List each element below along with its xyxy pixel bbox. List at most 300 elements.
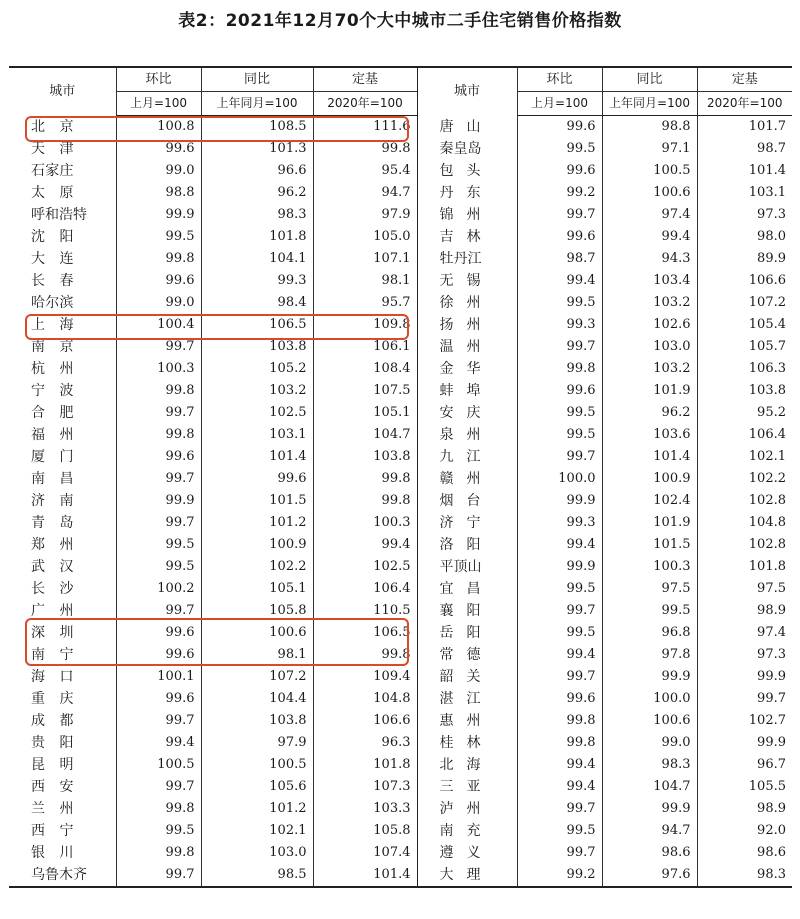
base-cell: 105.7 bbox=[697, 336, 792, 358]
yoy-cell: 94.7 bbox=[602, 820, 697, 842]
table-row bbox=[9, 468, 792, 490]
city-cell: 天津 bbox=[31, 141, 74, 157]
city-cell: 北海 bbox=[417, 754, 517, 776]
table-row bbox=[9, 798, 792, 820]
base-cell: 110.5 bbox=[313, 600, 417, 622]
base-cell: 101.8 bbox=[313, 754, 417, 776]
city-cell: 温州 bbox=[417, 336, 517, 358]
mom-cell: 99.6 bbox=[116, 622, 201, 644]
city-cell: 北京 bbox=[31, 118, 74, 135]
mom-cell: 100.1 bbox=[116, 666, 201, 688]
yoy-cell: 103.0 bbox=[602, 336, 697, 358]
yoy-cell: 96.2 bbox=[201, 182, 313, 204]
mom-cell: 99.7 bbox=[116, 864, 201, 887]
mom-cell: 99.5 bbox=[517, 820, 602, 842]
mom-cell: 99.7 bbox=[517, 204, 602, 226]
table-row bbox=[9, 446, 792, 468]
yoy-cell: 101.5 bbox=[201, 490, 313, 512]
table-row bbox=[9, 358, 792, 380]
yoy-cell: 103.6 bbox=[602, 424, 697, 446]
base-cell: 106.4 bbox=[697, 424, 792, 446]
mom-cell: 99.4 bbox=[517, 270, 602, 292]
yoy-cell: 96.8 bbox=[602, 622, 697, 644]
base-cell: 100.3 bbox=[313, 512, 417, 534]
mom-cell: 99.2 bbox=[517, 864, 602, 887]
yoy-cell: 94.3 bbox=[602, 248, 697, 270]
subheader-yoy-left: 上年同月=100 bbox=[201, 92, 313, 116]
mom-cell: 99.7 bbox=[517, 336, 602, 358]
base-cell: 97.5 bbox=[697, 578, 792, 600]
base-cell: 102.1 bbox=[697, 446, 792, 468]
city-cell: 宁波 bbox=[31, 383, 74, 399]
header-city-right: 城市 bbox=[417, 67, 517, 116]
city-cell: 襄阳 bbox=[417, 600, 517, 622]
yoy-cell: 102.1 bbox=[201, 820, 313, 842]
base-cell: 105.0 bbox=[313, 226, 417, 248]
city-cell: 岳阳 bbox=[417, 622, 517, 644]
mom-cell: 99.0 bbox=[116, 160, 201, 182]
city-cell: 牡丹江 bbox=[417, 248, 517, 270]
yoy-cell: 98.1 bbox=[201, 644, 313, 666]
yoy-cell: 97.5 bbox=[602, 578, 697, 600]
mom-cell: 99.0 bbox=[116, 292, 201, 314]
subheader-mom-left: 上月=100 bbox=[116, 92, 201, 116]
yoy-cell: 99.9 bbox=[602, 666, 697, 688]
city-cell: 昆明 bbox=[31, 757, 74, 773]
yoy-cell: 97.4 bbox=[602, 204, 697, 226]
city-cell: 湛江 bbox=[417, 688, 517, 710]
base-cell: 97.9 bbox=[313, 204, 417, 226]
table-row bbox=[9, 424, 792, 446]
mom-cell: 99.5 bbox=[116, 556, 201, 578]
base-cell: 97.3 bbox=[697, 644, 792, 666]
yoy-cell: 101.4 bbox=[602, 446, 697, 468]
mom-cell: 100.2 bbox=[116, 578, 201, 600]
city-cell: 南充 bbox=[417, 820, 517, 842]
base-cell: 99.4 bbox=[313, 534, 417, 556]
base-cell: 103.8 bbox=[313, 446, 417, 468]
table-row bbox=[9, 248, 792, 270]
yoy-cell: 103.2 bbox=[602, 292, 697, 314]
base-cell: 106.5 bbox=[313, 622, 417, 644]
city-cell: 长春 bbox=[31, 273, 74, 289]
base-cell: 104.7 bbox=[313, 424, 417, 446]
city-cell: 石家庄 bbox=[31, 163, 74, 179]
city-cell: 桂林 bbox=[417, 732, 517, 754]
table-row bbox=[9, 490, 792, 512]
base-cell: 104.8 bbox=[697, 512, 792, 534]
mom-cell: 99.8 bbox=[517, 732, 602, 754]
base-cell: 106.3 bbox=[697, 358, 792, 380]
city-cell: 泸州 bbox=[417, 798, 517, 820]
yoy-cell: 99.0 bbox=[602, 732, 697, 754]
base-cell: 99.9 bbox=[697, 666, 792, 688]
base-cell: 95.2 bbox=[697, 402, 792, 424]
mom-cell: 99.4 bbox=[517, 754, 602, 776]
base-cell: 103.1 bbox=[697, 182, 792, 204]
yoy-cell: 103.0 bbox=[201, 842, 313, 864]
table-row bbox=[9, 556, 792, 578]
base-cell: 98.6 bbox=[697, 842, 792, 864]
yoy-cell: 105.6 bbox=[201, 776, 313, 798]
table-row bbox=[9, 864, 792, 887]
table-row bbox=[9, 512, 792, 534]
table-row bbox=[9, 622, 792, 644]
base-cell: 105.1 bbox=[313, 402, 417, 424]
yoy-cell: 103.8 bbox=[201, 710, 313, 732]
header-base-right: 定基 bbox=[697, 67, 792, 92]
city-cell: 赣州 bbox=[417, 468, 517, 490]
city-cell: 九江 bbox=[417, 446, 517, 468]
city-cell: 丹东 bbox=[417, 182, 517, 204]
city-cell: 秦皇岛 bbox=[417, 138, 517, 160]
yoy-cell: 102.6 bbox=[602, 314, 697, 336]
yoy-cell: 100.5 bbox=[602, 160, 697, 182]
yoy-cell: 100.6 bbox=[602, 710, 697, 732]
mom-cell: 99.5 bbox=[517, 402, 602, 424]
mom-cell: 99.4 bbox=[517, 644, 602, 666]
mom-cell: 99.3 bbox=[517, 512, 602, 534]
base-cell: 101.4 bbox=[313, 864, 417, 887]
table-row bbox=[9, 116, 792, 139]
city-cell: 福州 bbox=[31, 427, 74, 443]
base-cell: 95.4 bbox=[313, 160, 417, 182]
city-cell: 金华 bbox=[417, 358, 517, 380]
table-row bbox=[9, 292, 792, 314]
base-cell: 104.8 bbox=[313, 688, 417, 710]
base-cell: 94.7 bbox=[313, 182, 417, 204]
mom-cell: 99.7 bbox=[116, 710, 201, 732]
yoy-cell: 102.5 bbox=[201, 402, 313, 424]
mom-cell: 99.9 bbox=[116, 490, 201, 512]
mom-cell: 98.7 bbox=[517, 248, 602, 270]
base-cell: 103.8 bbox=[697, 380, 792, 402]
city-cell: 厦门 bbox=[31, 449, 74, 465]
table-row bbox=[9, 270, 792, 292]
price-index-table bbox=[9, 66, 792, 888]
yoy-cell: 100.6 bbox=[602, 182, 697, 204]
base-cell: 95.7 bbox=[313, 292, 417, 314]
city-cell: 锦州 bbox=[417, 204, 517, 226]
subheader-yoy-right: 上年同月=100 bbox=[602, 92, 697, 116]
base-cell: 101.8 bbox=[697, 556, 792, 578]
yoy-cell: 103.4 bbox=[602, 270, 697, 292]
city-cell: 沈阳 bbox=[31, 229, 74, 245]
yoy-cell: 97.8 bbox=[602, 644, 697, 666]
table-row bbox=[9, 402, 792, 424]
page-title: 表2：2021年12月70个大中城市二手住宅销售价格指数 bbox=[178, 11, 622, 31]
city-cell: 徐州 bbox=[417, 292, 517, 314]
subheader-row bbox=[9, 92, 792, 116]
mom-cell: 99.5 bbox=[116, 534, 201, 556]
base-cell: 108.4 bbox=[313, 358, 417, 380]
table-row bbox=[9, 204, 792, 226]
city-cell: 郑州 bbox=[31, 537, 74, 553]
yoy-cell: 98.3 bbox=[602, 754, 697, 776]
mom-cell: 99.7 bbox=[116, 512, 201, 534]
yoy-cell: 100.9 bbox=[602, 468, 697, 490]
yoy-cell: 101.9 bbox=[602, 380, 697, 402]
mom-cell: 99.8 bbox=[116, 842, 201, 864]
yoy-cell: 100.3 bbox=[602, 556, 697, 578]
city-cell: 安庆 bbox=[417, 402, 517, 424]
mom-cell: 100.3 bbox=[116, 358, 201, 380]
mom-cell: 99.6 bbox=[517, 380, 602, 402]
header-base-left: 定基 bbox=[313, 67, 417, 92]
yoy-cell: 99.5 bbox=[602, 600, 697, 622]
table-row bbox=[9, 160, 792, 182]
mom-cell: 99.7 bbox=[517, 842, 602, 864]
city-cell: 包头 bbox=[417, 160, 517, 182]
city-cell: 青岛 bbox=[31, 515, 74, 531]
base-cell: 98.0 bbox=[697, 226, 792, 248]
mom-cell: 99.8 bbox=[116, 380, 201, 402]
yoy-cell: 96.6 bbox=[201, 160, 313, 182]
mom-cell: 99.2 bbox=[517, 182, 602, 204]
yoy-cell: 96.2 bbox=[602, 402, 697, 424]
mom-cell: 99.3 bbox=[517, 314, 602, 336]
base-cell: 96.7 bbox=[697, 754, 792, 776]
city-cell: 广州 bbox=[31, 603, 74, 619]
mom-cell: 99.6 bbox=[116, 270, 201, 292]
mom-cell: 100.5 bbox=[116, 754, 201, 776]
mom-cell: 99.5 bbox=[517, 138, 602, 160]
yoy-cell: 98.4 bbox=[201, 292, 313, 314]
city-cell: 呼和浩特 bbox=[31, 207, 87, 223]
base-cell: 106.6 bbox=[313, 710, 417, 732]
base-cell: 97.4 bbox=[697, 622, 792, 644]
base-cell: 98.3 bbox=[697, 864, 792, 887]
city-cell: 吉林 bbox=[417, 226, 517, 248]
mom-cell: 99.7 bbox=[116, 600, 201, 622]
mom-cell: 99.9 bbox=[517, 556, 602, 578]
yoy-cell: 102.4 bbox=[602, 490, 697, 512]
subheader-base-right: 2020年=100 bbox=[697, 92, 792, 116]
city-cell: 常德 bbox=[417, 644, 517, 666]
mom-cell: 99.6 bbox=[517, 226, 602, 248]
header-city-left: 城市 bbox=[9, 67, 116, 116]
mom-cell: 99.6 bbox=[116, 138, 201, 160]
base-cell: 109.8 bbox=[313, 314, 417, 336]
city-cell: 乌鲁木齐 bbox=[9, 864, 116, 887]
table-row bbox=[9, 666, 792, 688]
base-cell: 99.8 bbox=[313, 644, 417, 666]
yoy-cell: 103.8 bbox=[201, 336, 313, 358]
yoy-cell: 101.4 bbox=[201, 446, 313, 468]
base-cell: 107.4 bbox=[313, 842, 417, 864]
mom-cell: 99.4 bbox=[517, 534, 602, 556]
yoy-cell: 99.9 bbox=[602, 798, 697, 820]
yoy-cell: 101.2 bbox=[201, 798, 313, 820]
mom-cell: 99.5 bbox=[517, 622, 602, 644]
yoy-cell: 107.2 bbox=[201, 666, 313, 688]
yoy-cell: 108.5 bbox=[201, 116, 313, 139]
base-cell: 106.4 bbox=[313, 578, 417, 600]
table-body bbox=[9, 116, 792, 888]
yoy-cell: 101.9 bbox=[602, 512, 697, 534]
base-cell: 109.4 bbox=[313, 666, 417, 688]
mom-cell: 99.4 bbox=[116, 732, 201, 754]
header-mom-right: 环比 bbox=[517, 67, 602, 92]
city-cell: 济南 bbox=[31, 493, 74, 509]
yoy-cell: 101.3 bbox=[201, 138, 313, 160]
yoy-cell: 104.7 bbox=[602, 776, 697, 798]
city-cell: 泉州 bbox=[417, 424, 517, 446]
city-cell: 西安 bbox=[31, 779, 74, 795]
base-cell: 99.8 bbox=[313, 468, 417, 490]
table-row bbox=[9, 820, 792, 842]
base-cell: 105.8 bbox=[313, 820, 417, 842]
yoy-cell: 100.5 bbox=[201, 754, 313, 776]
table-row bbox=[9, 710, 792, 732]
yoy-cell: 98.3 bbox=[201, 204, 313, 226]
base-cell: 102.8 bbox=[697, 490, 792, 512]
yoy-cell: 100.6 bbox=[201, 622, 313, 644]
mom-cell: 99.6 bbox=[116, 446, 201, 468]
yoy-cell: 102.2 bbox=[201, 556, 313, 578]
table-row bbox=[9, 578, 792, 600]
city-cell: 南宁 bbox=[31, 647, 74, 663]
city-cell: 成都 bbox=[31, 713, 74, 729]
city-cell: 深圳 bbox=[31, 625, 74, 641]
yoy-cell: 98.8 bbox=[602, 116, 697, 139]
city-cell: 唐山 bbox=[417, 116, 517, 139]
mom-cell: 99.6 bbox=[517, 688, 602, 710]
mom-cell: 99.8 bbox=[517, 358, 602, 380]
table-row bbox=[9, 732, 792, 754]
base-cell: 98.9 bbox=[697, 600, 792, 622]
base-cell: 89.9 bbox=[697, 248, 792, 270]
base-cell: 111.6 bbox=[313, 116, 417, 139]
city-cell: 武汉 bbox=[31, 559, 74, 575]
mom-cell: 99.6 bbox=[116, 688, 201, 710]
subheader-base-left: 2020年=100 bbox=[313, 92, 417, 116]
base-cell: 107.3 bbox=[313, 776, 417, 798]
city-cell: 无锡 bbox=[417, 270, 517, 292]
mom-cell: 99.5 bbox=[517, 292, 602, 314]
mom-cell: 100.4 bbox=[116, 314, 201, 336]
city-cell: 大连 bbox=[31, 251, 74, 267]
mom-cell: 99.7 bbox=[116, 468, 201, 490]
base-cell: 98.1 bbox=[313, 270, 417, 292]
yoy-cell: 101.8 bbox=[201, 226, 313, 248]
yoy-cell: 97.1 bbox=[602, 138, 697, 160]
yoy-cell: 99.4 bbox=[602, 226, 697, 248]
city-cell: 海口 bbox=[31, 669, 74, 685]
yoy-cell: 101.5 bbox=[602, 534, 697, 556]
header-yoy-left: 同比 bbox=[201, 67, 313, 92]
city-cell: 惠州 bbox=[417, 710, 517, 732]
yoy-cell: 97.9 bbox=[201, 732, 313, 754]
city-cell: 杭州 bbox=[31, 361, 74, 377]
yoy-cell: 106.5 bbox=[201, 314, 313, 336]
city-cell: 太原 bbox=[31, 185, 74, 201]
subheader-mom-right: 上月=100 bbox=[517, 92, 602, 116]
base-cell: 98.7 bbox=[697, 138, 792, 160]
base-cell: 102.2 bbox=[697, 468, 792, 490]
yoy-cell: 104.1 bbox=[201, 248, 313, 270]
table-row bbox=[9, 336, 792, 358]
mom-cell: 99.6 bbox=[517, 116, 602, 139]
table-row bbox=[9, 644, 792, 666]
header-mom-left: 环比 bbox=[116, 67, 201, 92]
city-cell: 南京 bbox=[31, 339, 74, 355]
mom-cell: 99.5 bbox=[116, 226, 201, 248]
mom-cell: 99.6 bbox=[517, 160, 602, 182]
table-row bbox=[9, 600, 792, 622]
city-cell: 平顶山 bbox=[417, 556, 517, 578]
yoy-cell: 99.3 bbox=[201, 270, 313, 292]
base-cell: 103.3 bbox=[313, 798, 417, 820]
yoy-cell: 100.9 bbox=[201, 534, 313, 556]
mom-cell: 99.4 bbox=[517, 776, 602, 798]
city-cell: 济宁 bbox=[417, 512, 517, 534]
base-cell: 92.0 bbox=[697, 820, 792, 842]
base-cell: 99.8 bbox=[313, 138, 417, 160]
table-row bbox=[9, 842, 792, 864]
city-cell: 三亚 bbox=[417, 776, 517, 798]
city-cell: 宜昌 bbox=[417, 578, 517, 600]
city-cell: 银川 bbox=[31, 845, 74, 861]
city-cell: 合肥 bbox=[31, 405, 74, 421]
header-row bbox=[9, 67, 792, 92]
city-cell: 长沙 bbox=[31, 581, 74, 597]
mom-cell: 99.7 bbox=[116, 402, 201, 424]
mom-cell: 100.0 bbox=[517, 468, 602, 490]
yoy-cell: 105.2 bbox=[201, 358, 313, 380]
base-cell: 107.2 bbox=[697, 292, 792, 314]
yoy-cell: 98.5 bbox=[201, 864, 313, 887]
city-cell: 洛阳 bbox=[417, 534, 517, 556]
city-cell: 遵义 bbox=[417, 842, 517, 864]
price-index-table-wrap bbox=[9, 66, 792, 888]
yoy-cell: 98.6 bbox=[602, 842, 697, 864]
yoy-cell: 104.4 bbox=[201, 688, 313, 710]
city-cell: 蚌埠 bbox=[417, 380, 517, 402]
base-cell: 107.1 bbox=[313, 248, 417, 270]
mom-cell: 99.8 bbox=[517, 710, 602, 732]
yoy-cell: 103.2 bbox=[201, 380, 313, 402]
city-cell: 扬州 bbox=[417, 314, 517, 336]
city-cell: 韶关 bbox=[417, 666, 517, 688]
table-row bbox=[9, 182, 792, 204]
table-row bbox=[9, 776, 792, 798]
city-cell: 兰州 bbox=[31, 801, 74, 817]
yoy-cell: 103.1 bbox=[201, 424, 313, 446]
city-cell: 西宁 bbox=[31, 823, 74, 839]
base-cell: 105.4 bbox=[697, 314, 792, 336]
mom-cell: 99.7 bbox=[517, 798, 602, 820]
base-cell: 99.8 bbox=[313, 490, 417, 512]
mom-cell: 99.8 bbox=[116, 248, 201, 270]
base-cell: 102.5 bbox=[313, 556, 417, 578]
header-yoy-right: 同比 bbox=[602, 67, 697, 92]
city-cell: 大理 bbox=[417, 864, 517, 887]
mom-cell: 99.7 bbox=[517, 600, 602, 622]
city-cell: 南昌 bbox=[31, 471, 74, 487]
yoy-cell: 105.1 bbox=[201, 578, 313, 600]
mom-cell: 99.5 bbox=[517, 578, 602, 600]
base-cell: 107.5 bbox=[313, 380, 417, 402]
table-row bbox=[9, 226, 792, 248]
mom-cell: 99.6 bbox=[116, 644, 201, 666]
mom-cell: 99.7 bbox=[517, 446, 602, 468]
mom-cell: 99.9 bbox=[517, 490, 602, 512]
mom-cell: 99.5 bbox=[517, 424, 602, 446]
yoy-cell: 100.0 bbox=[602, 688, 697, 710]
base-cell: 102.7 bbox=[697, 710, 792, 732]
base-cell: 96.3 bbox=[313, 732, 417, 754]
